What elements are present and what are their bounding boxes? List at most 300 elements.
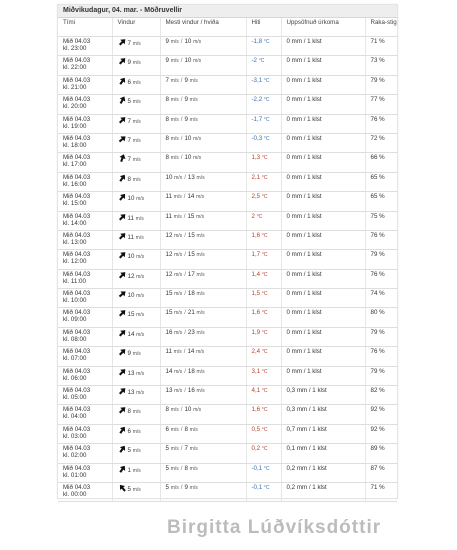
time-cell — [58, 172, 112, 191]
wind-speed: 12 — [127, 272, 135, 280]
temp-unit: °C — [258, 58, 265, 65]
gust-cell: 9 m/s / 10 m/s — [160, 37, 246, 56]
gust-speed: 10 — [184, 406, 192, 414]
gust-cell: 8 m/s / 9 m/s — [160, 95, 246, 114]
wind-direction-arrow-icon — [118, 96, 127, 104]
gust-unit: m/s — [193, 407, 202, 414]
row-day: Mið 04.03 — [63, 115, 91, 123]
humidity-cell: 89 % — [365, 444, 397, 463]
table-row — [58, 250, 397, 269]
mean-unit: m/s — [174, 388, 183, 395]
wind-direction-arrow-icon — [118, 57, 127, 65]
gust-unit: m/s — [196, 388, 205, 395]
wind-direction-arrow-icon — [118, 329, 127, 337]
row-time: kl. 03:00 — [63, 432, 87, 440]
temperature: 2,4 — [251, 348, 261, 356]
wind-unit: m/s — [132, 428, 141, 435]
mean-wind: 10 — [165, 173, 173, 181]
gust-speed: 9 — [184, 96, 188, 104]
row-day: Mið 04.03 — [63, 464, 91, 472]
table-row — [58, 153, 397, 172]
wind-speed: 5 — [127, 98, 131, 106]
temp-cell — [246, 308, 281, 327]
gust-unit: m/s — [189, 426, 198, 433]
gust-unit: m/s — [189, 484, 198, 491]
humidity-cell: 82 % — [365, 386, 397, 405]
gust-speed: 21 — [187, 309, 195, 317]
wind-cell — [112, 405, 160, 424]
precip-cell: 0 mm / 1 klst — [281, 269, 365, 288]
gust-cell: 8 m/s / 10 m/s — [160, 405, 246, 424]
gust-cell: 13 m/s / 16 m/s — [160, 386, 246, 405]
wind-direction-arrow-icon — [118, 387, 127, 395]
wind-unit: m/s — [132, 118, 141, 125]
header-temp: Hiti — [246, 18, 281, 37]
gust-unit: m/s — [189, 97, 198, 104]
mean-unit: m/s — [170, 58, 179, 65]
mean-wind: 6 — [165, 425, 169, 433]
precip-cell: 0 mm / 1 klst — [281, 230, 365, 249]
table-row — [58, 482, 397, 501]
gust-speed: 17 — [187, 270, 195, 278]
wind-unit: m/s — [136, 331, 145, 338]
watermark: Birgitta Lúðvíksdóttir — [167, 517, 382, 538]
gust-cell: 16 m/s / 23 m/s — [160, 327, 246, 346]
wind-speed: 5 — [127, 447, 131, 455]
time-cell — [58, 424, 112, 443]
temp-unit: °C — [261, 232, 268, 239]
header-gust: Mesti vindur / hviða — [160, 18, 246, 37]
mean-unit: m/s — [174, 291, 183, 298]
humidity-cell: 79 % — [365, 75, 397, 94]
temperature: 1,3 — [251, 154, 261, 162]
row-day: Mið 04.03 — [63, 290, 91, 298]
table-header-row — [58, 18, 397, 37]
precip-cell: 0,7 mm / 1 klst — [281, 424, 365, 443]
wind-speed: 8 — [127, 408, 131, 416]
row-time: kl. 11:00 — [63, 277, 86, 285]
wind-unit: m/s — [132, 486, 141, 493]
header-wind: Vindur — [112, 18, 160, 37]
humidity-cell: 65 % — [365, 192, 397, 211]
wind-cell — [112, 211, 160, 230]
gust-unit: m/s — [196, 252, 205, 259]
wind-speed: 13 — [127, 389, 135, 397]
wind-direction-arrow-icon — [118, 426, 127, 434]
time-cell — [58, 308, 112, 327]
temp-unit: °C — [261, 310, 268, 317]
table-row — [58, 172, 397, 191]
row-day: Mið 04.03 — [63, 406, 91, 414]
wind-cell — [112, 75, 160, 94]
gust-speed: 14 — [187, 193, 195, 201]
temp-unit: °C — [261, 368, 268, 375]
wind-speed: 15 — [127, 311, 135, 319]
gust-unit: m/s — [196, 368, 205, 375]
wind-unit: m/s — [136, 254, 145, 261]
wind-direction-arrow-icon — [118, 445, 127, 453]
temperature: 1,9 — [251, 328, 261, 336]
temperature: 4,1 — [251, 387, 261, 395]
row-time: kl. 17:00 — [63, 161, 87, 169]
row-day: Mið 04.03 — [63, 57, 91, 65]
gust-cell: 9 m/s / 10 m/s — [160, 56, 246, 75]
wind-cell — [112, 230, 160, 249]
mean-wind: 11 — [165, 212, 172, 220]
temp-cell — [246, 250, 281, 269]
humidity-cell: 77 % — [365, 95, 397, 114]
row-day: Mið 04.03 — [63, 328, 91, 336]
time-cell — [58, 114, 112, 133]
mean-wind: 5 — [165, 445, 169, 453]
gust-speed: 10 — [184, 134, 192, 142]
gust-unit: m/s — [196, 174, 205, 181]
temp-unit: °C — [261, 271, 268, 278]
time-cell — [58, 269, 112, 288]
mean-wind: 13 — [165, 387, 173, 395]
row-time: kl. 05:00 — [63, 394, 87, 402]
row-time: kl. 02:00 — [63, 452, 87, 460]
humidity-cell: 92 % — [365, 424, 397, 443]
precip-cell: 0 mm / 1 klst — [281, 172, 365, 191]
precip-cell: 0,2 mm / 1 klst — [281, 482, 365, 501]
temperature: -0,1 — [251, 464, 263, 472]
precip-cell: 0 mm / 1 klst — [281, 75, 365, 94]
mean-wind: 9 — [165, 38, 169, 45]
gust-speed: 8 — [184, 464, 188, 472]
gust-cell: 12 m/s / 15 m/s — [160, 250, 246, 269]
humidity-cell: 72 % — [365, 133, 397, 152]
temperature: 1,6 — [251, 231, 261, 239]
wind-unit: m/s — [132, 157, 141, 164]
wind-cell — [112, 366, 160, 385]
gust-cell: 11 m/s / 14 m/s — [160, 192, 246, 211]
row-day: Mið 04.03 — [63, 348, 91, 356]
wind-direction-arrow-icon — [118, 348, 127, 356]
wind-speed: 5 — [127, 485, 131, 493]
temperature: 2,1 — [251, 173, 261, 181]
gust-cell: 5 m/s / 8 m/s — [160, 463, 246, 482]
wind-unit: m/s — [132, 79, 141, 86]
wind-unit: m/s — [132, 351, 141, 358]
wind-direction-arrow-icon — [118, 116, 127, 124]
gust-speed: 9 — [184, 76, 188, 84]
mean-wind: 5 — [165, 483, 169, 491]
row-time: kl. 20:00 — [63, 103, 87, 111]
wind-direction-arrow-icon — [118, 154, 127, 162]
row-time: kl. 01:00 — [63, 471, 87, 479]
precip-cell: 0 mm / 1 klst — [281, 289, 365, 308]
header-time: Tími — [58, 18, 112, 37]
wind-unit: m/s — [136, 273, 145, 280]
temp-unit: °C — [261, 155, 268, 162]
humidity-cell: 76 % — [365, 114, 397, 133]
humidity-cell: 79 % — [365, 250, 397, 269]
temp-cell — [246, 211, 281, 230]
wind-direction-arrow-icon — [118, 77, 127, 85]
temperature: 2,5 — [251, 193, 261, 201]
temp-unit: °C — [261, 426, 268, 433]
row-day: Mið 04.03 — [63, 76, 91, 84]
row-time: kl. 08:00 — [63, 335, 87, 343]
gust-unit: m/s — [189, 446, 198, 453]
temp-cell — [246, 347, 281, 366]
row-day: Mið 04.03 — [63, 387, 91, 395]
gust-speed: 16 — [187, 387, 195, 395]
gust-speed: 7 — [184, 445, 188, 453]
mean-unit: m/s — [173, 213, 182, 220]
row-day: Mið 04.03 — [63, 96, 91, 104]
wind-cell — [112, 424, 160, 443]
temp-unit: °C — [263, 97, 270, 104]
temperature: 1,6 — [251, 309, 261, 317]
time-cell — [58, 153, 112, 172]
precip-cell: 0 mm / 1 klst — [281, 133, 365, 152]
temp-cell — [246, 405, 281, 424]
mean-unit: m/s — [170, 135, 179, 142]
gust-cell: 6 m/s / 8 m/s — [160, 424, 246, 443]
wind-cell — [112, 386, 160, 405]
gust-cell: 10 m/s / 13 m/s — [160, 172, 246, 191]
gust-speed: 10 — [184, 38, 192, 45]
temp-cell — [246, 37, 281, 56]
precip-cell: 0 mm / 1 klst — [281, 37, 365, 56]
wind-speed: 10 — [127, 195, 135, 203]
wind-speed: 10 — [127, 292, 135, 300]
gust-cell: 5 m/s / 7 m/s — [160, 444, 246, 463]
time-cell — [58, 444, 112, 463]
gust-speed: 13 — [187, 173, 195, 181]
mean-wind: 8 — [165, 154, 169, 162]
precip-cell: 0,2 mm / 1 klst — [281, 463, 365, 482]
wind-speed: 9 — [127, 350, 131, 358]
row-time: kl. 12:00 — [63, 258, 87, 266]
table-row — [58, 366, 397, 385]
temperature: 1,5 — [251, 290, 261, 298]
temperature: -3,1 — [251, 76, 263, 84]
gust-unit: m/s — [196, 291, 205, 298]
wind-unit: m/s — [136, 390, 145, 397]
gust-speed: 15 — [187, 251, 195, 259]
wind-cell — [112, 327, 160, 346]
row-day: Mið 04.03 — [63, 425, 91, 433]
temperature: 1,7 — [251, 251, 261, 259]
forecast-panel — [57, 4, 398, 499]
mean-wind: 15 — [165, 309, 173, 317]
header-precip: Uppsöfnuð úrkoma — [281, 18, 365, 37]
wind-speed: 6 — [127, 78, 131, 86]
temperature: 0,2 — [251, 445, 261, 453]
humidity-cell: 79 % — [365, 327, 397, 346]
temp-unit: °C — [261, 194, 268, 201]
mean-unit: m/s — [170, 446, 179, 453]
wind-direction-arrow-icon — [118, 193, 127, 201]
wind-cell — [112, 56, 160, 75]
wind-cell — [112, 289, 160, 308]
temp-cell — [246, 56, 281, 75]
gust-unit: m/s — [196, 194, 205, 201]
gust-cell: 11 m/s / 15 m/s — [160, 211, 246, 230]
row-day: Mið 04.03 — [63, 154, 91, 162]
mean-wind: 8 — [165, 115, 169, 123]
humidity-cell: 76 % — [365, 347, 397, 366]
gust-unit: m/s — [196, 349, 205, 356]
mean-unit: m/s — [174, 310, 183, 317]
time-cell — [58, 192, 112, 211]
precip-cell: 0,3 mm / 1 klst — [281, 405, 365, 424]
precip-cell: 0 mm / 1 klst — [281, 56, 365, 75]
row-time: kl. 16:00 — [63, 180, 87, 188]
temp-cell — [246, 114, 281, 133]
wind-unit: m/s — [132, 448, 141, 455]
temp-unit: °C — [261, 291, 268, 298]
row-time: kl. 21:00 — [63, 83, 87, 91]
temp-unit: °C — [263, 116, 270, 123]
humidity-cell: 65 % — [365, 172, 397, 191]
wind-speed: 14 — [127, 330, 135, 338]
precip-cell: 0 mm / 1 klst — [281, 347, 365, 366]
temp-cell — [246, 386, 281, 405]
gust-speed: 10 — [184, 154, 192, 162]
table-row — [58, 95, 397, 114]
row-time: kl. 00:00 — [63, 490, 87, 498]
gust-unit: m/s — [193, 39, 202, 45]
temp-unit: °C — [261, 388, 268, 395]
table-row — [58, 75, 397, 94]
mean-wind: 16 — [165, 328, 173, 336]
wind-direction-arrow-icon — [118, 174, 127, 182]
gust-unit: m/s — [189, 77, 198, 84]
humidity-cell: 74 % — [365, 289, 397, 308]
temp-unit: °C — [256, 213, 263, 220]
temperature: -1,7 — [251, 115, 263, 123]
mean-wind: 12 — [165, 231, 173, 239]
humidity-cell: 71 % — [365, 37, 397, 56]
mean-wind: 8 — [165, 134, 169, 142]
mean-wind: 12 — [165, 270, 173, 278]
row-day: Mið 04.03 — [63, 38, 91, 45]
precip-cell: 0 mm / 1 klst — [281, 153, 365, 172]
wind-direction-arrow-icon — [118, 232, 127, 240]
time-cell — [58, 230, 112, 249]
wind-unit: m/s — [135, 215, 144, 222]
gust-speed: 8 — [184, 425, 188, 433]
wind-cell — [112, 308, 160, 327]
table-row — [58, 114, 397, 133]
time-cell — [58, 250, 112, 269]
gust-cell: 8 m/s / 10 m/s — [160, 133, 246, 152]
row-time: kl. 14:00 — [63, 219, 87, 227]
temp-unit: °C — [261, 252, 268, 259]
mean-unit: m/s — [170, 465, 179, 472]
temperature: 1,4 — [251, 270, 261, 278]
table-row — [58, 37, 397, 56]
wind-unit: m/s — [136, 312, 145, 319]
row-day: Mið 04.03 — [63, 367, 91, 375]
wind-speed: 1 — [127, 466, 131, 474]
mean-unit: m/s — [170, 426, 179, 433]
wind-cell — [112, 250, 160, 269]
gust-speed: 14 — [187, 348, 195, 356]
wind-speed: 13 — [127, 369, 135, 377]
temperature: -2 — [251, 57, 258, 65]
mean-wind: 8 — [165, 96, 169, 104]
table-row — [58, 230, 397, 249]
gust-cell: 7 m/s / 9 m/s — [160, 75, 246, 94]
mean-unit: m/s — [173, 349, 182, 356]
temp-unit: °C — [261, 329, 268, 336]
mean-unit: m/s — [170, 155, 179, 162]
gust-cell: 11 m/s / 14 m/s — [160, 347, 246, 366]
gust-cell: 8 m/s / 10 m/s — [160, 153, 246, 172]
time-cell — [58, 37, 112, 56]
table-row — [58, 269, 397, 288]
time-cell — [58, 289, 112, 308]
wind-cell — [112, 444, 160, 463]
wind-unit: m/s — [132, 409, 141, 416]
precip-cell: 0 mm / 1 klst — [281, 211, 365, 230]
mean-unit: m/s — [174, 329, 183, 336]
time-cell — [58, 327, 112, 346]
row-day: Mið 04.03 — [63, 445, 91, 453]
wind-direction-arrow-icon — [118, 38, 127, 46]
mean-unit: m/s — [170, 39, 179, 45]
table-row — [58, 347, 397, 366]
time-cell — [58, 347, 112, 366]
precip-cell: 0 mm / 1 klst — [281, 308, 365, 327]
row-day: Mið 04.03 — [63, 193, 91, 201]
humidity-cell: 80 % — [365, 308, 397, 327]
table-row — [58, 289, 397, 308]
row-day: Mið 04.03 — [63, 173, 91, 181]
table-row — [58, 133, 397, 152]
wind-speed: 7 — [127, 136, 131, 144]
row-time: kl. 18:00 — [63, 141, 87, 149]
mean-wind: 5 — [165, 464, 169, 472]
row-day: Mið 04.03 — [63, 251, 91, 259]
wind-speed: 8 — [127, 175, 131, 183]
table-row — [58, 308, 397, 327]
wind-direction-arrow-icon — [118, 309, 127, 317]
time-cell — [58, 405, 112, 424]
gust-cell: 15 m/s / 18 m/s — [160, 289, 246, 308]
time-cell — [58, 366, 112, 385]
wind-cell — [112, 114, 160, 133]
temp-cell — [246, 269, 281, 288]
temp-unit: °C — [261, 174, 268, 181]
gust-unit: m/s — [196, 271, 205, 278]
wind-speed: 7 — [127, 156, 131, 164]
temp-cell — [246, 230, 281, 249]
temp-cell — [246, 289, 281, 308]
gust-speed: 9 — [184, 483, 188, 491]
wind-direction-arrow-icon — [118, 135, 127, 143]
gust-speed: 18 — [187, 290, 195, 298]
temp-cell — [246, 327, 281, 346]
temp-cell — [246, 424, 281, 443]
gust-unit: m/s — [189, 116, 198, 123]
gust-speed: 10 — [184, 57, 192, 65]
wind-unit: m/s — [136, 370, 145, 377]
precip-cell: 0,1 mm / 1 klst — [281, 444, 365, 463]
row-day: Mið 04.03 — [63, 483, 91, 491]
precip-cell: 0 mm / 1 klst — [281, 192, 365, 211]
gust-speed: 15 — [187, 212, 195, 220]
temperature: -1,8 — [251, 38, 263, 45]
humidity-cell: 79 % — [365, 366, 397, 385]
row-day: Mið 04.03 — [63, 309, 91, 317]
wind-cell — [112, 482, 160, 501]
